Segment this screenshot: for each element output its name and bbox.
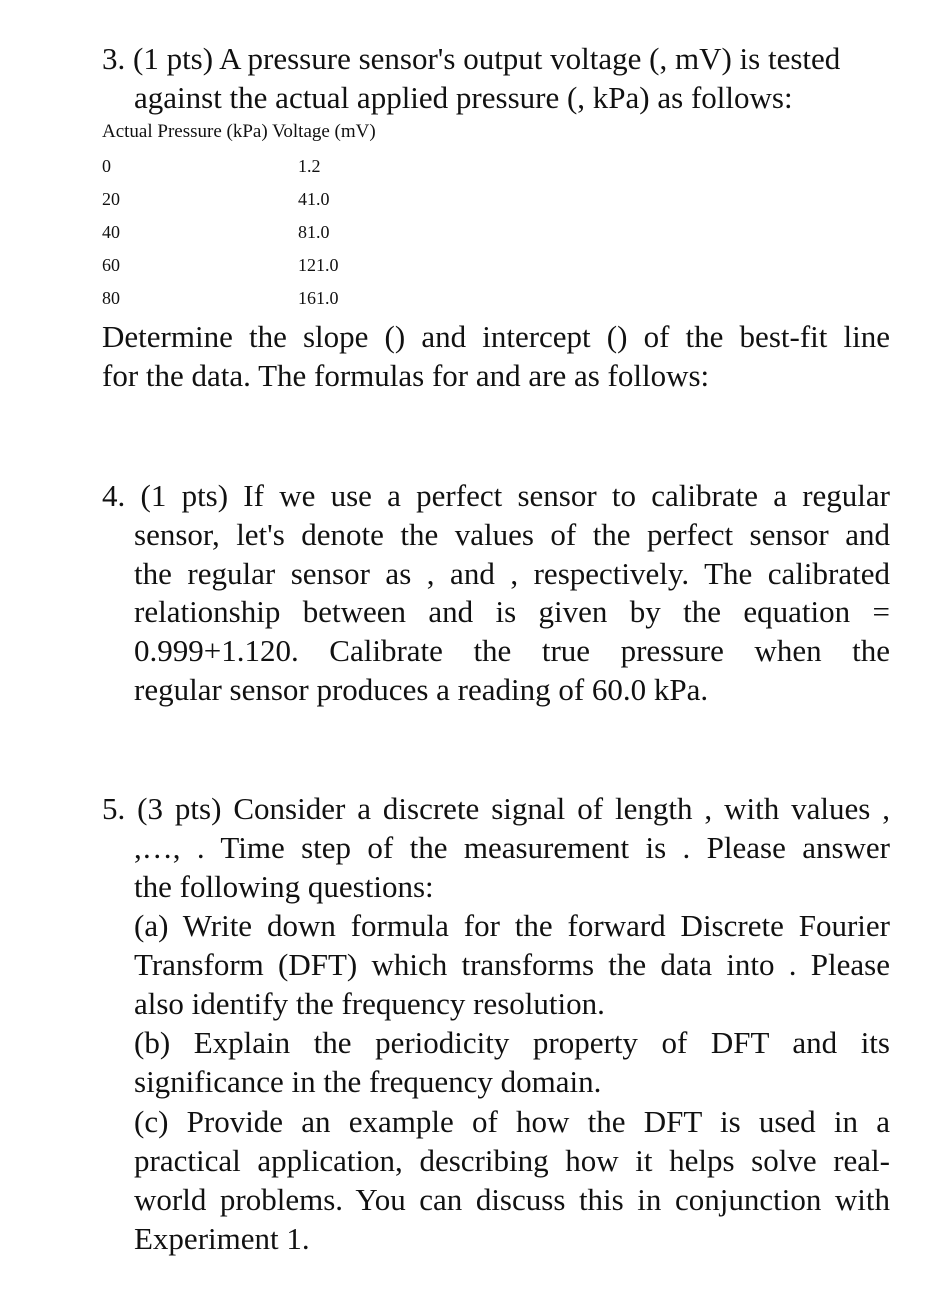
table-cell-pressure: 80 bbox=[102, 288, 120, 308]
header-voltage: Voltage (mV) bbox=[272, 121, 376, 142]
question-4-line-6: regular sensor produces a reading of 60.0 kPa. bbox=[134, 672, 709, 707]
question-5-part-b-line-2: significance in the frequency domain. bbox=[134, 1064, 602, 1099]
table-cell-voltage: 121.0 bbox=[298, 255, 339, 275]
question-3-line-3: Determine the slope () and intercept () of the best-fit line bbox=[102, 319, 890, 354]
question-4-line-4: relationship between and is given by the equation = bbox=[134, 594, 890, 629]
question-5-part-c-line-1: (c) Provide an example of how the DFT is used in a bbox=[134, 1104, 890, 1139]
table-header-row bbox=[102, 119, 376, 145]
question-5-line-1: 5. (3 pts) Consider a discrete signal of length , with values , bbox=[102, 791, 890, 826]
question-5-part-a-line-2: Transform (DFT) which transforms the data into . Please bbox=[134, 947, 890, 982]
question-5-part-a-line-3: also identify the frequency resolution. bbox=[134, 986, 605, 1021]
question-4-line-5: 0.999+1.120. Calibrate the true pressure when the bbox=[134, 633, 890, 668]
question-3-line-4: for the data. The formulas for and are as follows: bbox=[102, 358, 710, 393]
table-cell-voltage: 161.0 bbox=[298, 288, 339, 308]
question-5-part-c-line-4: Experiment 1. bbox=[134, 1221, 310, 1256]
question-5-part-a-line-1: (a) Write down formula for the forward Discrete Fourier bbox=[134, 908, 890, 943]
question-4-line-1: 4. (1 pts) If we use a perfect sensor to calibrate a regular bbox=[102, 478, 890, 513]
table-cell-pressure: 0 bbox=[102, 156, 111, 176]
question-5-line-2: ,…, . Time step of the measurement is . Please answer bbox=[134, 830, 890, 865]
question-5-part-c-line-3: world problems. You can discuss this in conjunction with bbox=[134, 1182, 890, 1217]
table-cell-voltage: 41.0 bbox=[298, 189, 330, 209]
table-cell-voltage: 1.2 bbox=[298, 156, 321, 176]
table-cell-voltage: 81.0 bbox=[298, 222, 330, 242]
question-4-line-3: the regular sensor as , and , respectively. The calibrated bbox=[134, 556, 890, 591]
table-cell-pressure: 60 bbox=[102, 255, 120, 275]
table-cell-pressure: 40 bbox=[102, 222, 120, 242]
question-4-line-2: sensor, let's denote the values of the perfect sensor and bbox=[134, 517, 890, 552]
question-5-part-c-line-2: practical application, describing how it helps solve real- bbox=[134, 1143, 890, 1178]
question-3-line-1: 3. (1 pts) A pressure sensor's output voltage (, mV) is tested bbox=[102, 41, 841, 76]
question-5-line-3: the following questions: bbox=[134, 869, 434, 904]
question-3-line-2: against the actual applied pressure (, kPa) as follows: bbox=[134, 80, 793, 115]
question-5-part-b-line-1: (b) Explain the periodicity property of DFT and its bbox=[134, 1025, 890, 1060]
table-cell-pressure: 20 bbox=[102, 189, 120, 209]
header-actual-pressure: Actual Pressure (kPa) bbox=[102, 121, 268, 142]
